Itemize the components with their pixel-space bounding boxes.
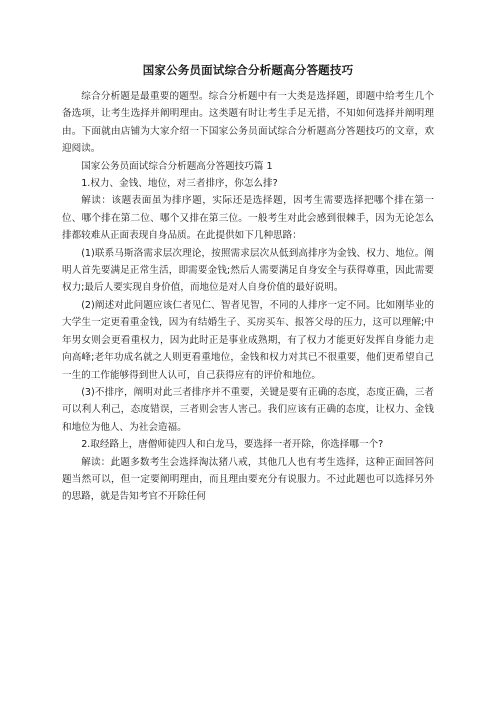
answer-1-point-1: (1)联系马斯洛需求层次理论，按照需求层次从低到高排序为金钱、权力、地位。阐明人首先要满足正常生活，即需要金钱;然后人需要满足自身安全与获得尊重，因此需要权力;最后人要实现自身价值，而地位是对人自身价值的最好说明。: [62, 247, 434, 294]
document-title: 国家公务员面试综合分析题高分答题技巧: [142, 63, 354, 77]
document-page: [62, 62, 434, 506]
answer-1-intro: 解读：该题表面虽为排序题，实际还是选择题，因考生需要选择把哪个排在第一位、哪个排在第二位、哪个又排在第三位。一般考生对此会感到很棘手，因为无论怎么排都较难从正面表现自身品质。在此提供如下几种思路：: [62, 195, 434, 242]
question-1: 1.权力、金钱、地位，对三者排序，你怎么排?: [81, 178, 278, 190]
answer-1-point-2: (2)阐述对此问题应该仁者见仁、智者见智，不同的人排序一定不同。比如刚毕业的大学生一定更看重金钱，因为有结婚生子、买房买车、报答父母的压力，这可以理解;中年男女则会更看重权力，因为此时正是事业成熟期，有了权力才能更好发挥自身能力走向高峰;老年功成名就之人则更看重地位，金钱和权力对其已不很重要，他们更希望自己一生的工作能够得到世人认可，自己获得应有的评价和地位。: [62, 299, 434, 381]
answer-1-point-3: (3)不排序，阐明对此三者排序并不重要，关键是要有正确的态度，态度正确，三者可以利人利己，态度错误，三者则会害人害己。我们应该有正确的态度，让权力、金钱和地位为他人、为社会造福。: [62, 386, 434, 433]
section-heading: 国家公务员面试综合分析题高分答题技巧篇 1: [81, 160, 273, 172]
answer-2: 解读：此题多数考生会选择淘汰猪八戒，其他几人也有考生选择，这种正面回答问题当然可以，但一定要阐明理由，而且理由要充分有说服力。不过此题也可以选择另外的思路，就是告知考官不开除任何: [62, 456, 434, 503]
intro-paragraph: 综合分析题是最重要的题型。综合分析题中有一大类是选择题，即题中给考生几个备选项，让考生选择并阐明理由。这类题有时让考生手足无措，不知如何选择并阐明理由。下面就由店铺为大家介绍一下国家公务员面试综合分析题高分答题技巧的文章，欢迎阅读。: [62, 91, 434, 155]
question-2: 2.取经路上，唐僧师徒四人和白龙马，要选择一者开除，你选择哪一个?: [81, 439, 384, 451]
